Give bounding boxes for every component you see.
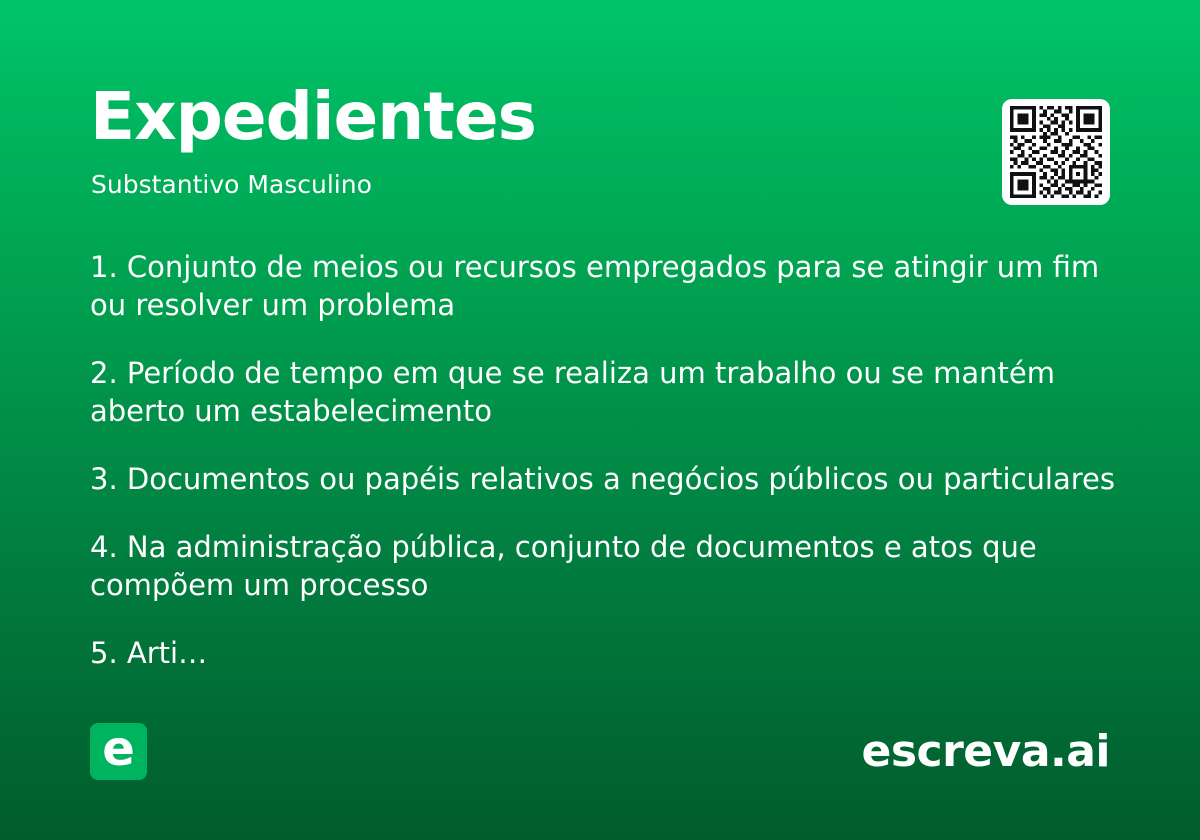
- brand-name[interactable]: escreva.ai: [861, 726, 1110, 777]
- definition-item: 1. Conjunto de meios ou recursos empregados para se atingir um fim ou resolver um problema: [90, 250, 1100, 322]
- definition-item: 3. Documentos ou papéis relativos a negócios públicos ou particulares: [90, 462, 1115, 496]
- word-class: Substantivo Masculino: [91, 170, 372, 199]
- qr-code-icon[interactable]: [1002, 99, 1110, 205]
- definitions-list: [90, 248, 1120, 702]
- definition-item: 4. Na administração pública, conjunto de documentos e atos que compõem um processo: [90, 530, 1037, 602]
- definition-item: 2. Período de tempo em que se realiza um trabalho ou se mantém aberto um estabelecimento: [90, 356, 1055, 428]
- qr-code-graphic: [1010, 106, 1102, 198]
- definition-item: 5. Arti…: [90, 636, 208, 670]
- logo-letter: e: [102, 720, 135, 777]
- escreva-logo-icon[interactable]: [90, 720, 147, 780]
- word-title: Expedientes: [90, 78, 536, 155]
